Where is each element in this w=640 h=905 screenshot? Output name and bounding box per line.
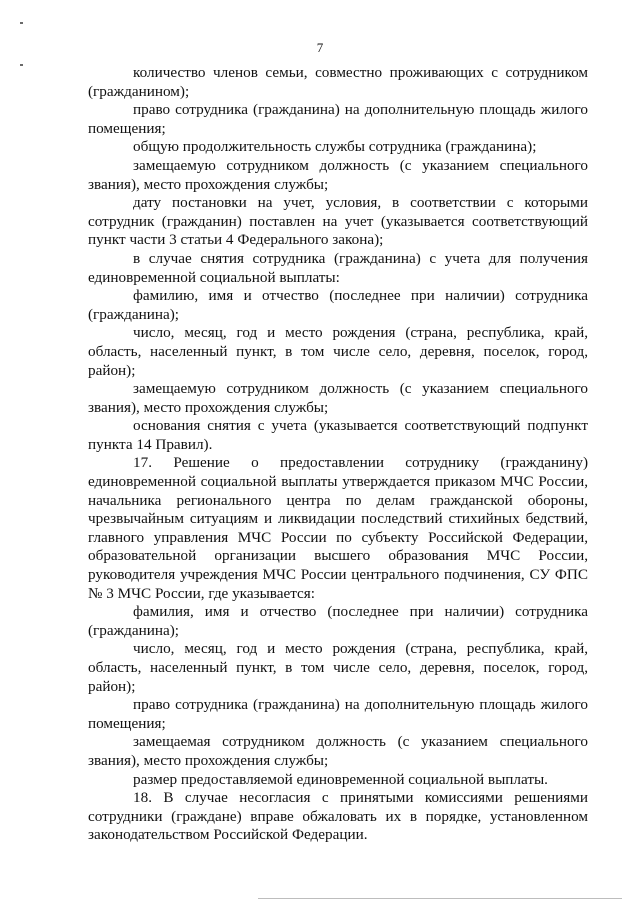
paragraph: дату постановки на учет, условия, в соответствии с которыми сотрудник (гражданин) поставлен на учет (указывается соответствующий пункт части 3 статьи 4 Федерального закона); <box>88 194 588 249</box>
paragraph: замещаемую сотрудником должность (с указанием специального звания), место прохождения службы; <box>88 156 588 193</box>
paragraph: право сотрудника (гражданина) на дополнительную площадь жилого помещения; <box>88 696 588 732</box>
paragraph: замещаемая сотрудником должность (с указанием специального звания), место прохождения службы; <box>88 733 588 769</box>
bottom-scan-edge <box>258 898 622 899</box>
paragraph: размер предоставляемой единовременной социальной выплаты. <box>133 770 548 788</box>
scan-mark <box>20 22 23 24</box>
paragraph: число, месяц, год и место рождения (страна, республика, край, область, населенный пункт, в том числе село, деревня, поселок, город, район); <box>88 324 588 379</box>
page-number: 7 <box>316 40 324 55</box>
document-body <box>88 64 588 845</box>
paragraph: основания снятия с учета (указывается соответствующий подпункт пункта 14 Правил). <box>88 417 588 453</box>
scan-mark <box>20 64 23 66</box>
paragraph: общую продолжительность службы сотрудника (гражданина); <box>133 138 537 156</box>
paragraph: фамилию, имя и отчество (последнее при наличии) сотрудника (гражданина); <box>88 287 588 323</box>
paragraph-item-17: 17. Решение о предоставлении сотруднику (гражданину) единовременной социальной выплаты утверждается приказом МЧС России, начальника регионального центра по делам гражданской обороны, чрезвычайным ситуациям и ликвидации последствий стихийных бедствий, главного управления МЧС России по субъекту Российской Федерации, образовательной организации высшего образования МЧС России, руководителя учреждения МЧС России центрального подчинения, СУ ФПС № 3 МЧС России, где указывается: <box>88 454 588 602</box>
paragraph: в случае снятия сотрудника (гражданина) с учета для получения единовременной социальной выплаты: <box>88 249 588 286</box>
paragraph: право сотрудника (гражданина) на дополнительную площадь жилого помещения; <box>88 101 588 137</box>
paragraph: замещаемую сотрудником должность (с указанием специального звания), место прохождения службы; <box>88 380 588 416</box>
paragraph: количество членов семьи, совместно проживающих с сотрудником (гражданином); <box>88 64 588 100</box>
paragraph: число, месяц, год и место рождения (страна, республика, край, область, населенный пункт, в том числе село, деревня, поселок, город, район); <box>88 640 588 695</box>
paragraph: фамилия, имя и отчество (последнее при наличии) сотрудника (гражданина); <box>88 603 588 639</box>
paragraph-item-18: 18. В случае несогласия с принятыми комиссиями решениями сотрудники (граждане) вправе обжаловать их в порядке, установленном законодательством Российской Федерации. <box>88 789 588 844</box>
